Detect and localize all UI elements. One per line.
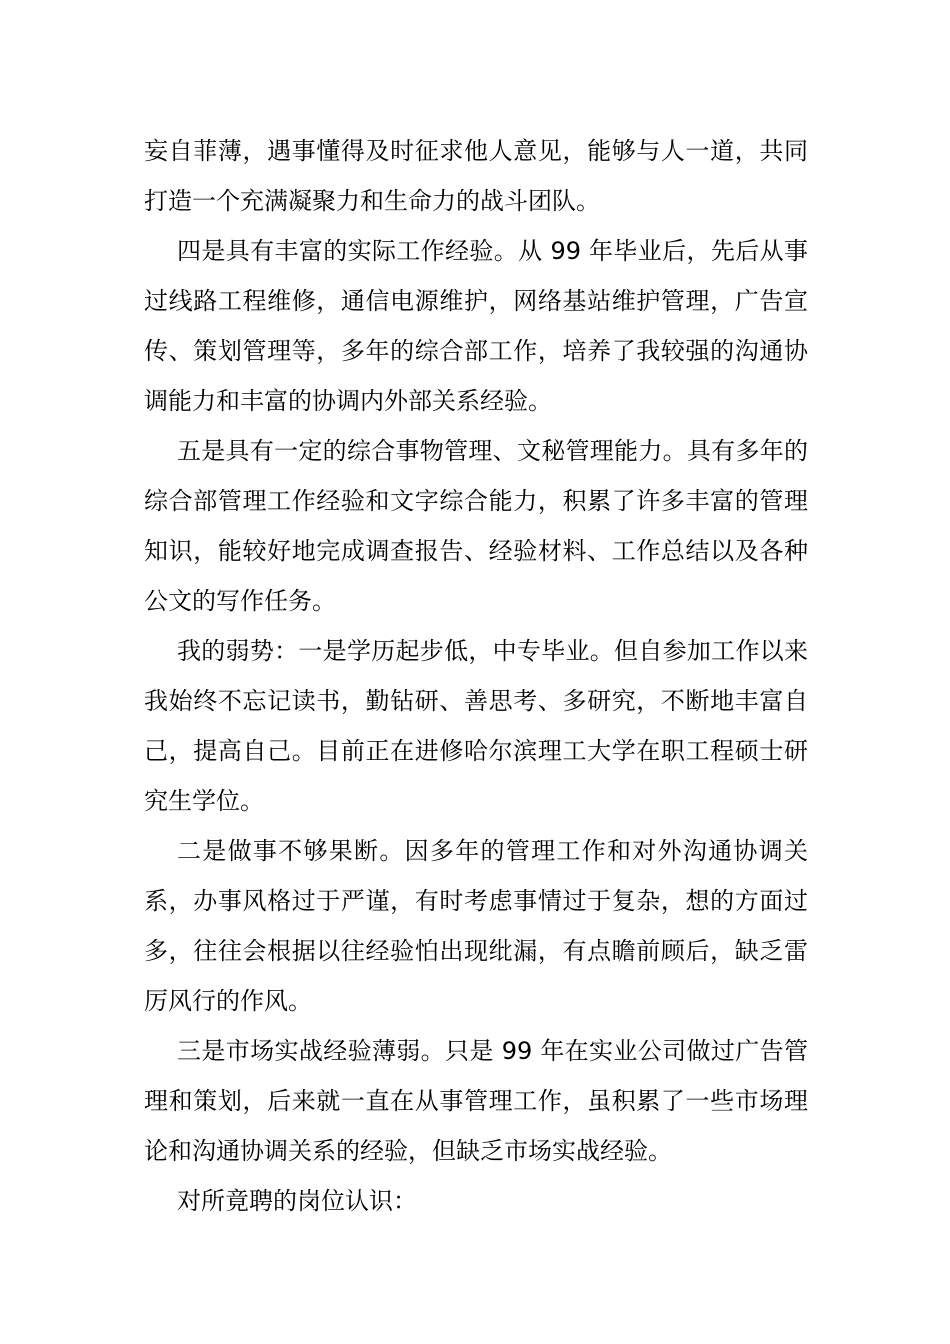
paragraph-weakness-education: 我的弱势：一是学历起步低，中专毕业。但自参加工作以来我始终不忘记读书，勤钻研、善思考、多研究，不断地丰富自己，提高自己。目前正在进修哈尔滨理工大学在职工程硕士研究生学位。 [144,637,808,815]
paragraph-continuation: 妄自菲薄，遇事懂得及时征求他人意见，能够与人一道，共同打造一个充满凝聚力和生命力的战斗团队。 [144,137,808,215]
paragraph-position-heading: 对所竟聘的岗位认识： [177,1187,417,1215]
paragraph-management-ability: 五是具有一定的综合事物管理、文秘管理能力。具有多年的综合部管理工作经验和文字综合能力，积累了许多丰富的管理知识，能较好地完成调查报告、经验材料、工作总结以及各种公文的写作任务。 [144,437,808,615]
paragraph-weakness-market: 三是市场实战经验薄弱。只是 99 年在实业公司做过广告管理和策划，后来就一直在从事管理工作，虽积累了一些市场理论和沟通协调关系的经验，但缺乏市场实战经验。 [144,1037,808,1165]
document-page [144,126,808,1226]
paragraph-weakness-decisiveness: 二是做事不够果断。因多年的管理工作和对外沟通协调关系，办事风格过于严谨，有时考虑事情过于复杂，想的方面过多，往往会根据以往经验怕出现纰漏，有点瞻前顾后，缺乏雷厉风行的作风。 [144,837,808,1015]
paragraph-work-experience: 四是具有丰富的实际工作经验。从 99 年毕业后，先后从事过线路工程维修，通信电源维护，网络基站维护管理，广告宣传、策划管理等，多年的综合部工作，培养了我较强的沟通协调能力和丰富的协调内外部关系经验。 [144,237,808,415]
